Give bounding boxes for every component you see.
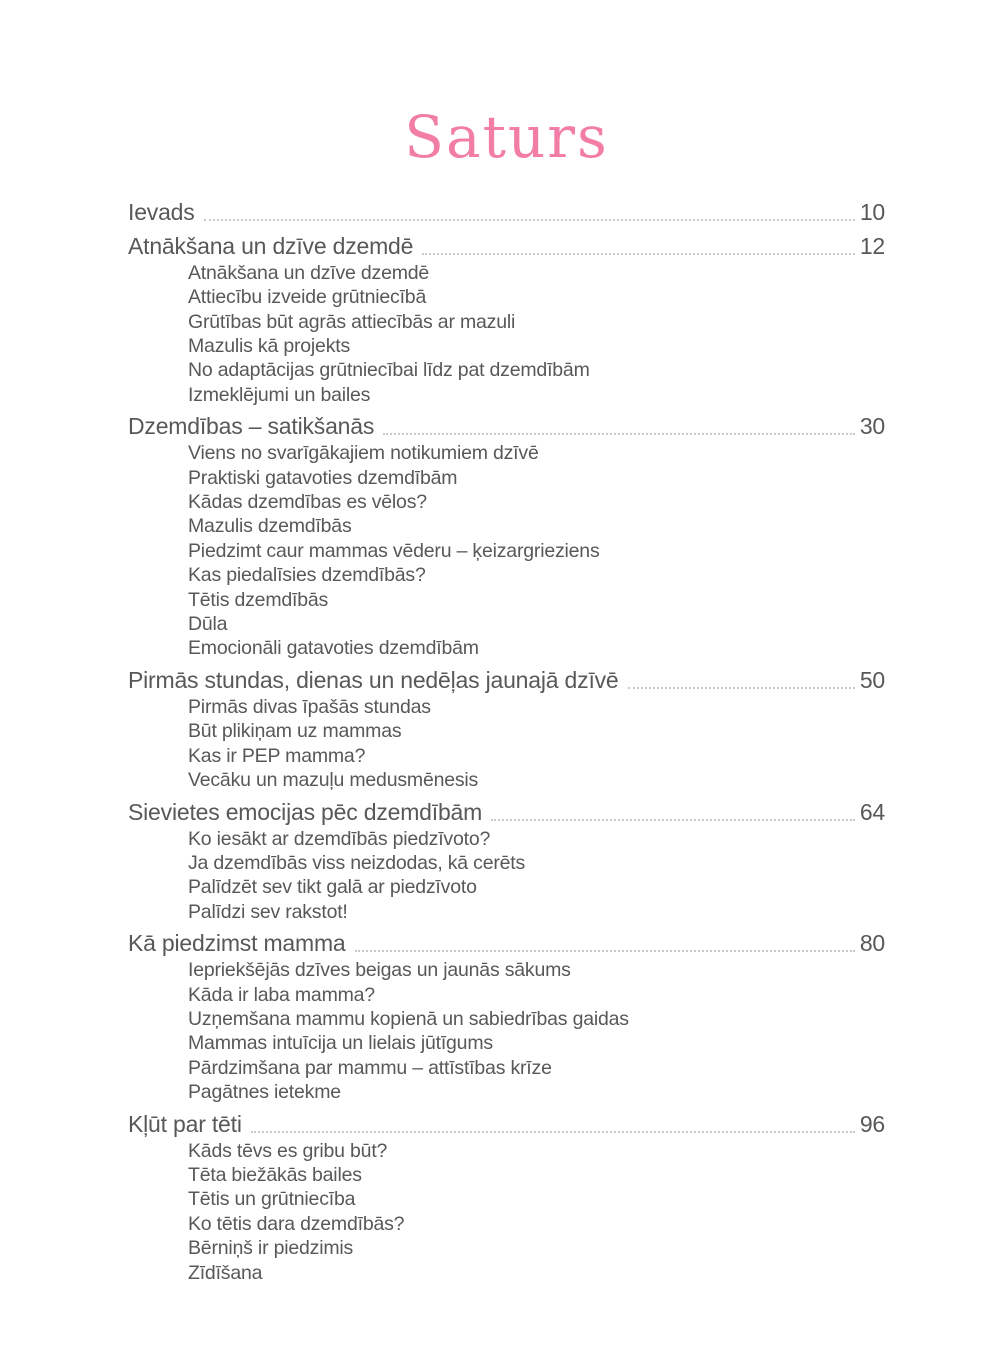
toc-subentry: Ja dzemdībās viss neizdodas, kā cerēts [188, 851, 526, 874]
dotted-leader [422, 253, 855, 255]
toc-entry-page: 64 [859, 798, 885, 825]
page-title: Saturs [404, 103, 609, 171]
toc-subentry: Uzņemšana mammu kopienā un sabiedrības gaidas [188, 1007, 629, 1030]
toc-subentry: Pirmās divas īpašās stundas [188, 695, 431, 718]
toc-subentry: Iepriekšējās dzīves beigas un jaunās sākums [188, 959, 571, 982]
toc-entry-label: Ievads [128, 198, 195, 225]
toc-subentry: Praktiski gatavoties dzemdībām [188, 466, 458, 489]
toc-entry-row [128, 198, 885, 227]
toc-subentry: Izmeklējumi un bailes [188, 383, 371, 406]
toc-entry [128, 232, 885, 407]
dotted-leader [383, 433, 855, 435]
toc-sublist [128, 261, 885, 407]
toc-sublist [128, 441, 885, 661]
toc-subentry: Palīdzēt sev tikt galā ar piedzīvoto [188, 876, 477, 899]
dotted-leader [251, 1131, 855, 1133]
toc-subentry: Attiecību izveide grūtniecībā [188, 286, 427, 309]
toc-entry-page: 50 [859, 666, 885, 693]
toc-entry-row [128, 798, 885, 827]
toc-subentry: Ko iesākt ar dzemdībās piedzīvoto? [188, 827, 491, 850]
toc-subentry: Būt plikiņam uz mammas [188, 720, 402, 743]
toc-entry-page: 30 [859, 413, 885, 440]
toc-entry [128, 798, 885, 925]
toc-list [128, 198, 885, 1285]
toc-entry [128, 412, 885, 661]
toc-subentry: Grūtības būt agrās attiecībās ar mazuli [188, 310, 516, 333]
toc-entry [128, 666, 885, 793]
toc-entry-label: Dzemdības – satikšanās [128, 413, 375, 440]
toc-subentry: Mazulis kā projekts [188, 335, 351, 358]
toc-sublist [128, 827, 885, 925]
toc-entry-row [128, 232, 885, 261]
toc-entry [128, 929, 885, 1104]
toc-entry-row [128, 929, 885, 958]
toc-subentry: Piedzimt caur mammas vēderu – ķeizargrieziens [188, 539, 600, 562]
dotted-leader [355, 950, 855, 952]
toc-entry-row [128, 666, 885, 695]
toc-subentry: Palīdzi sev rakstot! [188, 900, 348, 923]
toc-entry-page: 10 [859, 198, 885, 225]
toc-entry-page: 80 [859, 930, 885, 957]
toc-sublist [128, 1139, 885, 1285]
toc-entry-label: Kā piedzimst mamma [128, 930, 346, 957]
toc-subentry: Kas piedalīsies dzemdībās? [188, 564, 426, 587]
toc-sublist [128, 695, 885, 793]
dotted-leader [628, 687, 855, 689]
toc-subentry: Atnākšana un dzīve dzemdē [188, 261, 430, 284]
toc-subentry: Kāds tēvs es gribu būt? [188, 1139, 388, 1162]
toc-subentry: Emocionāli gatavoties dzemdībām [188, 637, 479, 660]
toc-subentry: Viens no svarīgākajiem notikumiem dzīvē [188, 442, 539, 465]
toc-subentry: Pārdzimšana par mammu – attīstības krīze [188, 1056, 552, 1079]
toc-subentry: Kādas dzemdības es vēlos? [188, 491, 427, 514]
toc-entry-label: Pirmās stundas, dienas un nedēļas jaunajā dzīvē [128, 666, 619, 693]
toc-entry-label: Atnākšana un dzīve dzemdē [128, 232, 414, 259]
toc-entry-page: 12 [859, 232, 885, 259]
toc-subentry: Mazulis dzemdībās [188, 515, 352, 538]
toc-subentry: Zīdīšana [188, 1261, 263, 1284]
toc-subentry: Tētis un grūtniecība [188, 1188, 356, 1211]
toc-entry-page: 96 [859, 1110, 885, 1137]
toc-entry-label: Sievietes emocijas pēc dzemdībām [128, 798, 483, 825]
toc-subentry: Tēta biežākās bailes [188, 1163, 362, 1186]
toc-subentry: No adaptācijas grūtniecībai līdz pat dzemdībām [188, 359, 590, 382]
toc-sublist [128, 958, 885, 1104]
toc-subentry: Ko tētis dara dzemdībās? [188, 1212, 405, 1235]
toc-subentry: Vecāku un mazuļu medusmēnesis [188, 769, 479, 792]
toc-subentry: Kas ir PEP mamma? [188, 744, 366, 767]
toc-entry-row [128, 412, 885, 441]
toc-entry [128, 1110, 885, 1285]
toc-entry [128, 198, 885, 227]
toc-subentry: Kāda ir laba mamma? [188, 983, 375, 1006]
toc-entry-row [128, 1110, 885, 1139]
dotted-leader [491, 819, 855, 821]
toc-subentry: Dūla [188, 613, 228, 636]
toc-subentry: Bērniņš ir piedzimis [188, 1237, 354, 1260]
dotted-leader [204, 219, 855, 221]
toc-subentry: Tētis dzemdībās [188, 588, 329, 611]
toc-subentry: Mammas intuīcija un lielais jūtīgums [188, 1032, 493, 1055]
toc-entry-label: Kļūt par tēti [128, 1110, 242, 1137]
toc-subentry: Pagātnes ietekme [188, 1081, 341, 1104]
